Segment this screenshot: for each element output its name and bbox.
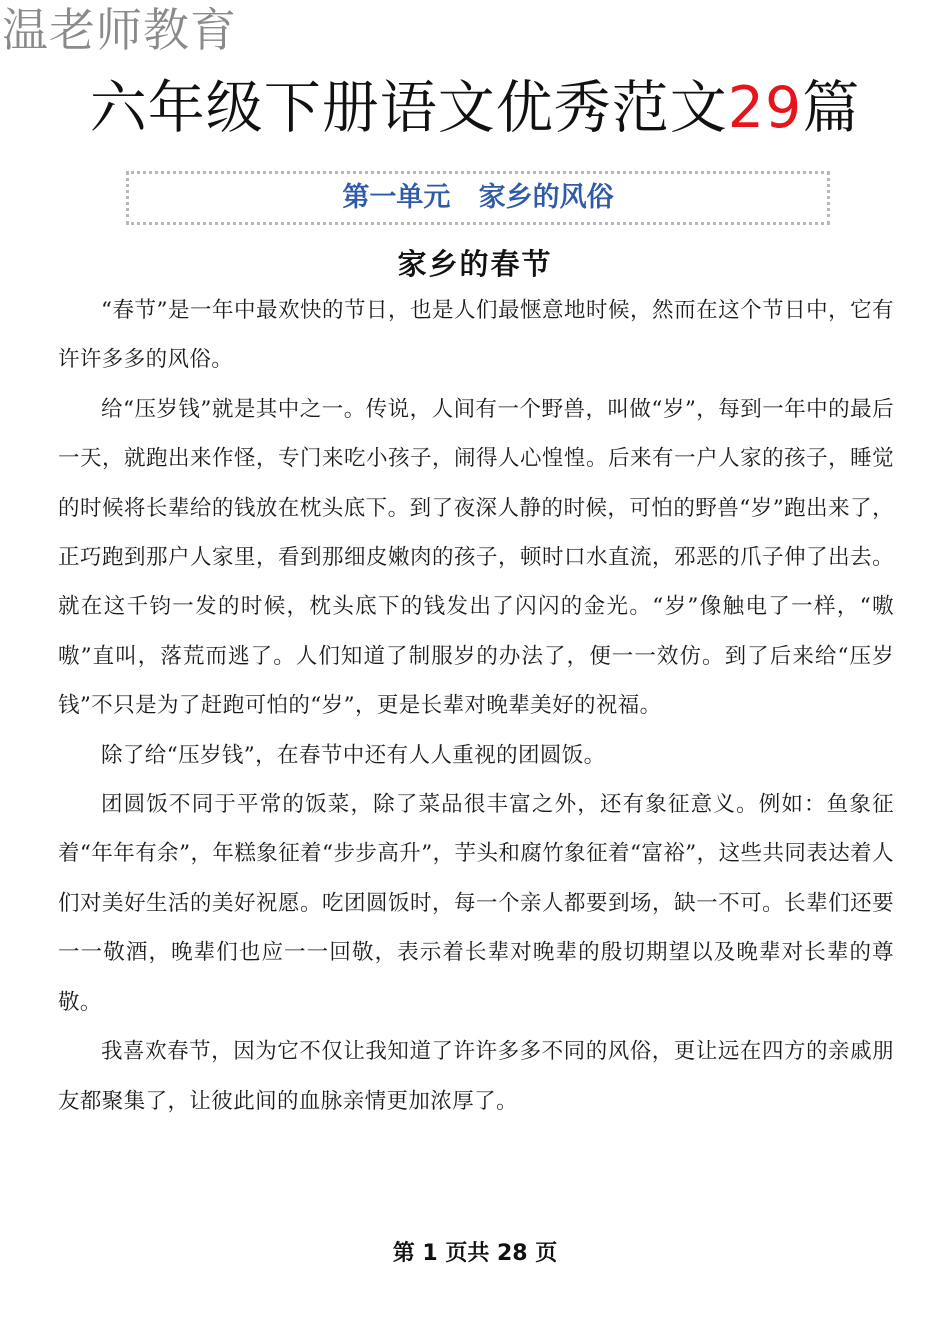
paragraph: “春节”是一年中最欢快的节日，也是人们最惬意地时候，然而在这个节日中，它有许许多多的风俗。 <box>58 298 894 373</box>
paragraph: 除了给“压岁钱”，在春节中还有人人重视的团圆饭。 <box>101 742 606 768</box>
paragraph: 我喜欢春节，因为它不仅让我知道了许许多多不同的风俗，更让远在四方的亲戚朋友都聚集了，让彼此间的血脉亲情更加浓厚了。 <box>58 1039 894 1114</box>
title-text: 六年级下册语文优秀范文 <box>89 75 728 141</box>
title-number: 29 <box>727 75 803 141</box>
title-suffix: 篇 <box>802 75 861 141</box>
essay-title: 家乡的春节 <box>397 247 553 281</box>
essay-body <box>58 286 894 1126</box>
page-footer: 第 1 页共 28 页 <box>392 1241 558 1266</box>
document-title <box>0 72 950 144</box>
unit-heading: 第一单元 家乡的风俗 <box>342 182 614 213</box>
unit-heading-box <box>126 171 830 225</box>
paragraph: 给“压岁钱”就是其中之一。传说，人间有一个野兽，叫做“岁”，每到一年中的最后一天，就跑出来作怪，专门来吃小孩子，闹得人心惶惶。后来有一户人家的孩子，睡觉的时候将长辈给的钱放在枕头底下。到了夜深人静的时候，可怕的野兽“岁”跑出来了，正巧跑到那户人家里，看到那细皮嫩肉的孩子，顿时口水直流，邪恶的爪子伸了出去。就在这千钧一发的时候，枕头底下的钱发出了闪闪的金光。“岁”像触电了一样，“嗷嗷”直叫，落荒而逃了。人们知道了制服岁的办法了，便一一效仿。到了后来给“压岁钱”不只是为了赶跑可怕的“岁”，更是长辈对晚辈美好的祝福。 <box>58 396 894 719</box>
paragraph: 团圆饭不同于平常的饭菜，除了菜品很丰富之外，还有象征意义。例如：鱼象征着“年年有余”，年糕象征着“步步高升”，芋头和腐竹象征着“富裕”，这些共同表达着人们对美好生活的美好祝愿。吃团圆饭时，每一个亲人都要到场，缺一不可。长辈们还要一一敬酒，晚辈们也应一一回敬，表示着长辈对晚辈的殷切期望以及晚辈对长辈的尊敬。 <box>58 792 894 1015</box>
watermark: 温老师教育 <box>2 3 237 57</box>
